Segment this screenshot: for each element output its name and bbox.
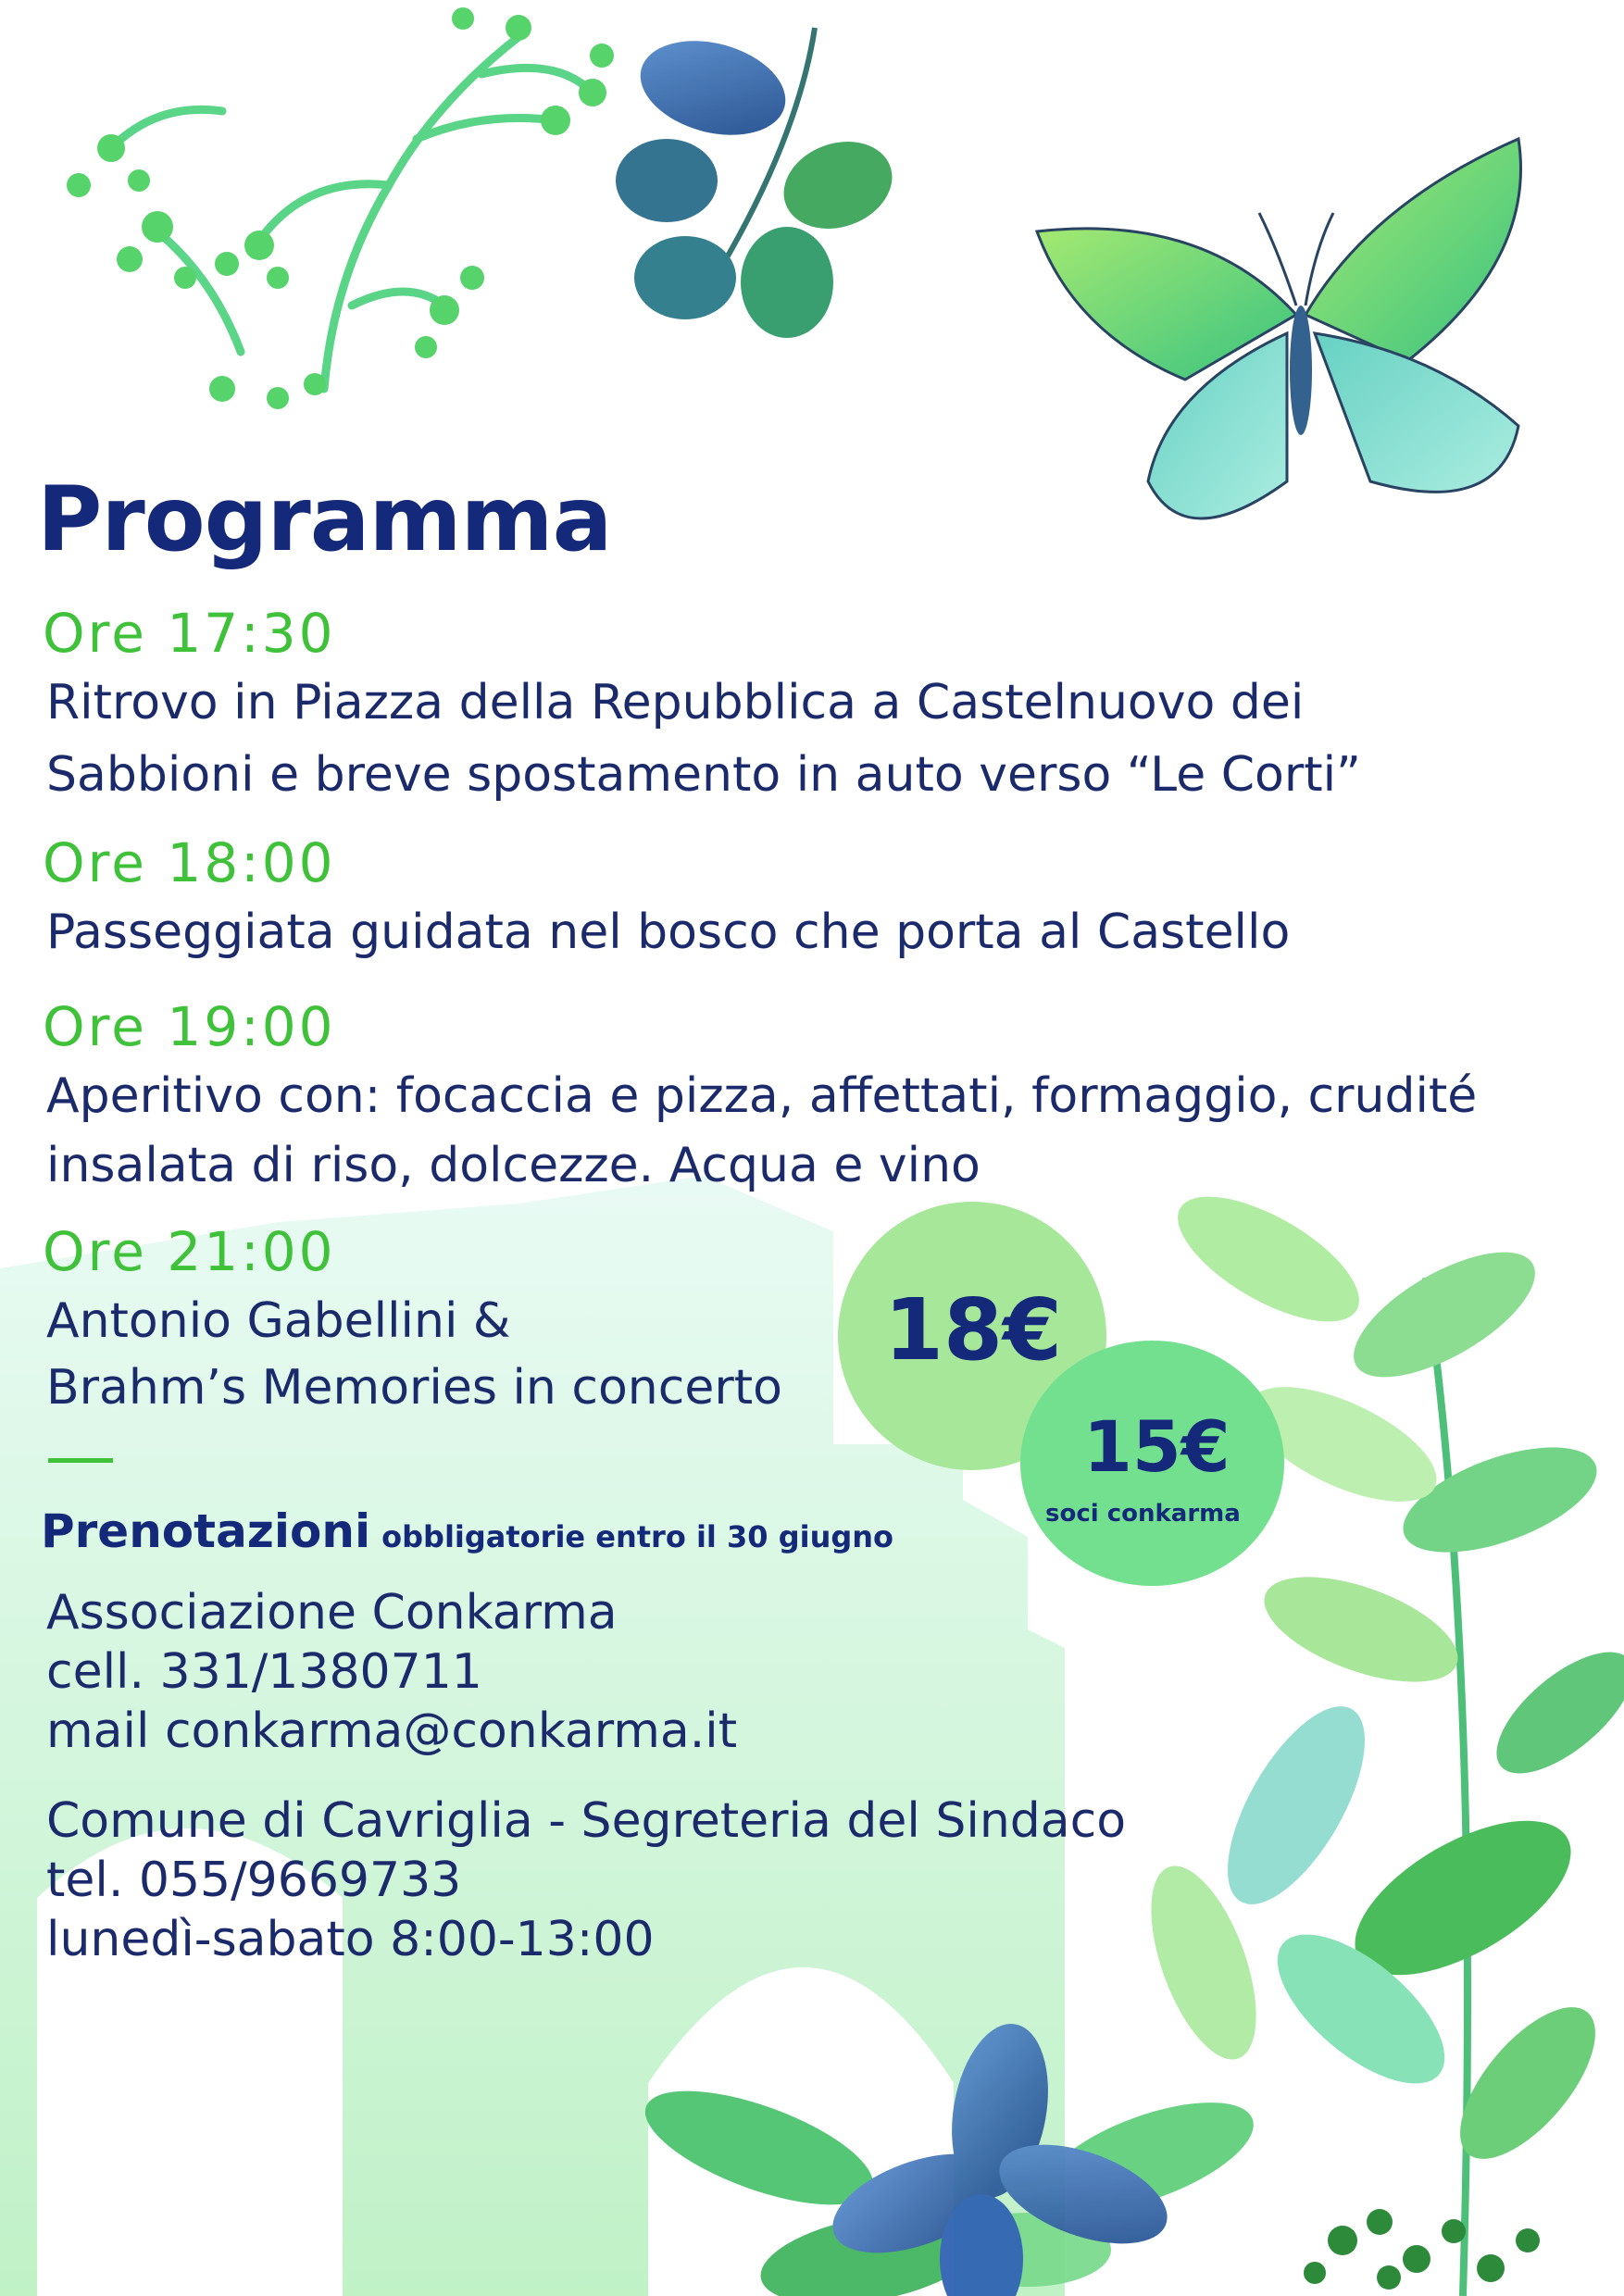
- contact-association: [46, 1583, 737, 1761]
- schedule-text-3a: Aperitivo con: focaccia e pizza, affettati, formaggio, crudité: [46, 1068, 1478, 1124]
- price-badge-members: [1020, 1341, 1284, 1586]
- contact-association-name: Associazione Conkarma: [46, 1585, 618, 1641]
- schedule-text-4a: Antonio Gabellini &: [46, 1293, 511, 1349]
- schedule-text-1b: Sabbioni e breve spostamento in auto verso “Le Corti”: [46, 747, 1361, 803]
- contact-association-phone[interactable]: cell. 331/1380711: [46, 1644, 482, 1700]
- booking-heading: [41, 1504, 893, 1558]
- schedule-time-1: Ore 17:30: [43, 602, 336, 665]
- contact-municipality-hours: lunedì-sabato 8:00-13:00: [46, 1912, 655, 1967]
- branch-illustration: [111, 37, 593, 389]
- schedule-text-4b: Brahm’s Memories in concerto: [46, 1360, 782, 1416]
- price-members: 15€: [1083, 1405, 1230, 1488]
- contact-municipality-phone[interactable]: tel. 055/9669733: [46, 1853, 462, 1908]
- price-full: 18€: [884, 1280, 1063, 1379]
- schedule-time-4: Ore 21:00: [43, 1220, 336, 1283]
- contact-association-email[interactable]: mail conkarma@conkarma.it: [46, 1703, 738, 1759]
- schedule-text-2a: Passeggiata guidata nel bosco che porta al Castello: [46, 905, 1291, 960]
- contact-municipality-name: Comune di Cavriglia - Segreteria del Sindaco: [46, 1793, 1127, 1849]
- booking-title: Prenotazioni: [41, 1504, 371, 1558]
- schedule-time-2: Ore 18:00: [43, 831, 336, 894]
- booking-subtitle: obbligatorie entro il 30 giugno: [381, 1519, 894, 1554]
- contact-municipality: [46, 1791, 1126, 1969]
- schedule-text-1a: Ritrovo in Piazza della Repubblica a Castelnuovo dei: [46, 675, 1305, 730]
- page-title: Programma: [37, 468, 612, 571]
- berries-illustration: [1304, 2209, 1540, 2290]
- price-members-label: soci conkarma: [1045, 1500, 1241, 1528]
- schedule-text-3b: insalata di riso, dolcezze. Acqua e vino: [46, 1138, 981, 1193]
- divider: [48, 1458, 113, 1463]
- leaf-cluster-top: [616, 26, 905, 338]
- butterfly-illustration: [1037, 139, 1521, 518]
- schedule-time-3: Ore 19:00: [43, 995, 336, 1058]
